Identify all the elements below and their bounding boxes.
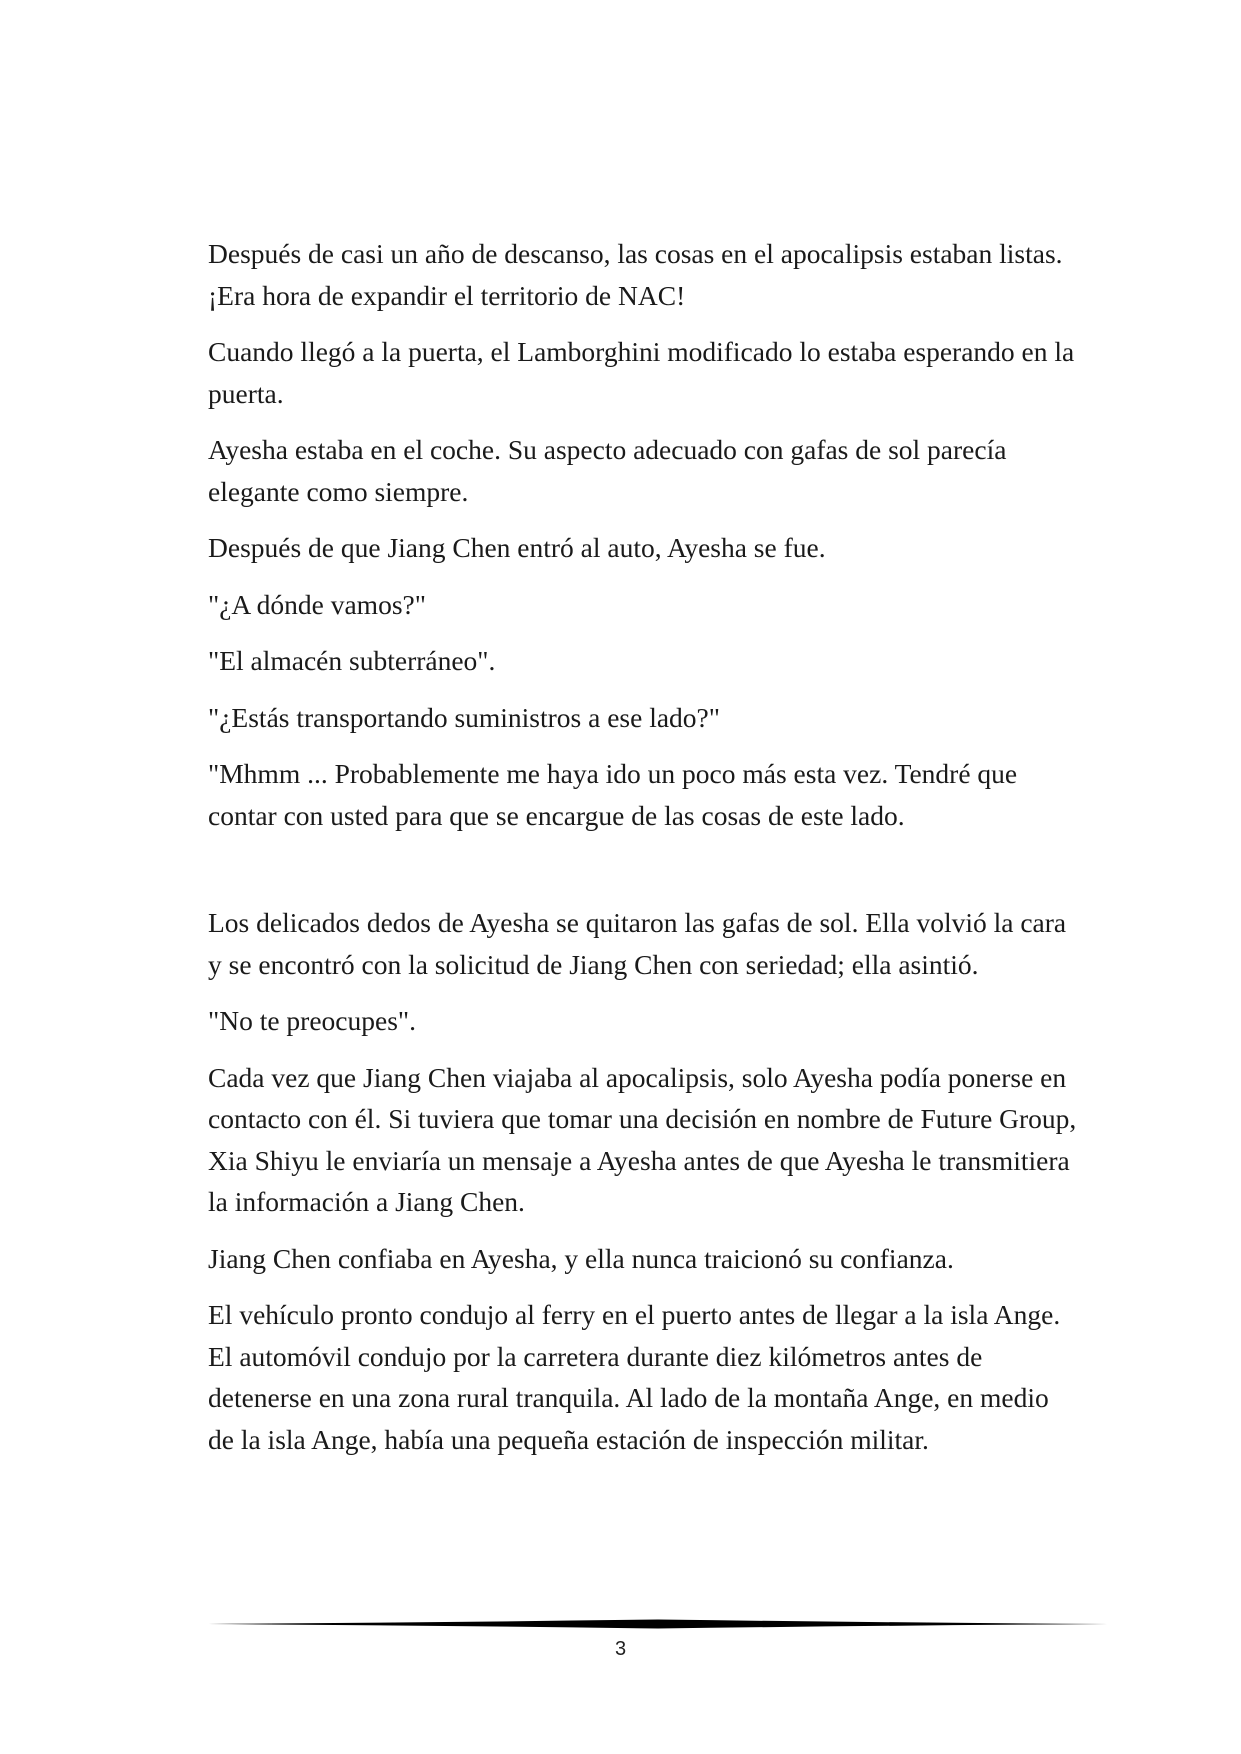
paragraph: Después de que Jiang Chen entró al auto, Ayesha se fue. xyxy=(208,532,826,563)
dialogue-line: "¿A dónde vamos?" xyxy=(208,588,426,620)
dialogue-line: "¿Estás transportando suministros a ese lado?" xyxy=(208,701,720,733)
body-text xyxy=(208,233,1078,1475)
footer-divider xyxy=(208,1616,1108,1632)
paragraph: Ayesha estaba en el coche. Su aspecto adecuado con gafas de sol parecía elegante como siempre. xyxy=(208,434,1007,507)
paragraph: Jiang Chen confiaba en Ayesha, y ella nunca traicionó su confianza. xyxy=(208,1242,954,1274)
paragraph: Después de casi un año de descanso, las cosas en el apocalipsis estaban listas. ¡Era hora de expandir el territorio de NAC! xyxy=(208,238,1063,311)
dialogue-line: "No te preocupes". xyxy=(208,1005,417,1036)
paragraph: Cuando llegó a la puerta, el Lamborghini modificado lo estaba esperando en la puerta. xyxy=(208,336,1075,409)
dialogue-line: "Mhmm ... Probablemente me haya ido un poco más esta vez. Tendré que contar con usted para que se encargue de las cosas de este lado. xyxy=(208,758,1018,831)
page-number: 3 xyxy=(614,1638,627,1660)
paragraph: Los delicados dedos de Ayesha se quitaron las gafas de sol. Ella volvió la cara y se encontró con la solicitud de Jiang Chen con seriedad; ella asintió. xyxy=(208,907,1067,980)
paragraph-gap xyxy=(208,851,1078,902)
paragraph: Cada vez que Jiang Chen viajaba al apocalipsis, solo Ayesha podía ponerse en contacto con él. Si tuviera que tomar una decisión en nombre de Future Group, Xia Shiyu le enviaría un mensaje a Ayesha antes de que Ayesha le transmitiera la información a Jiang Chen. xyxy=(208,1061,1077,1217)
paragraph: El vehículo pronto condujo al ferry en el puerto antes de llegar a la isla Ange. El automóvil condujo por la carretera durante diez kilómetros antes de detenerse en una zona rural tranquila. Al lado de la montaña Ange, en medio de la isla Ange, había una pequeña estación de inspección militar. xyxy=(208,1299,1061,1455)
dialogue-line: "El almacén subterráneo". xyxy=(208,645,496,676)
